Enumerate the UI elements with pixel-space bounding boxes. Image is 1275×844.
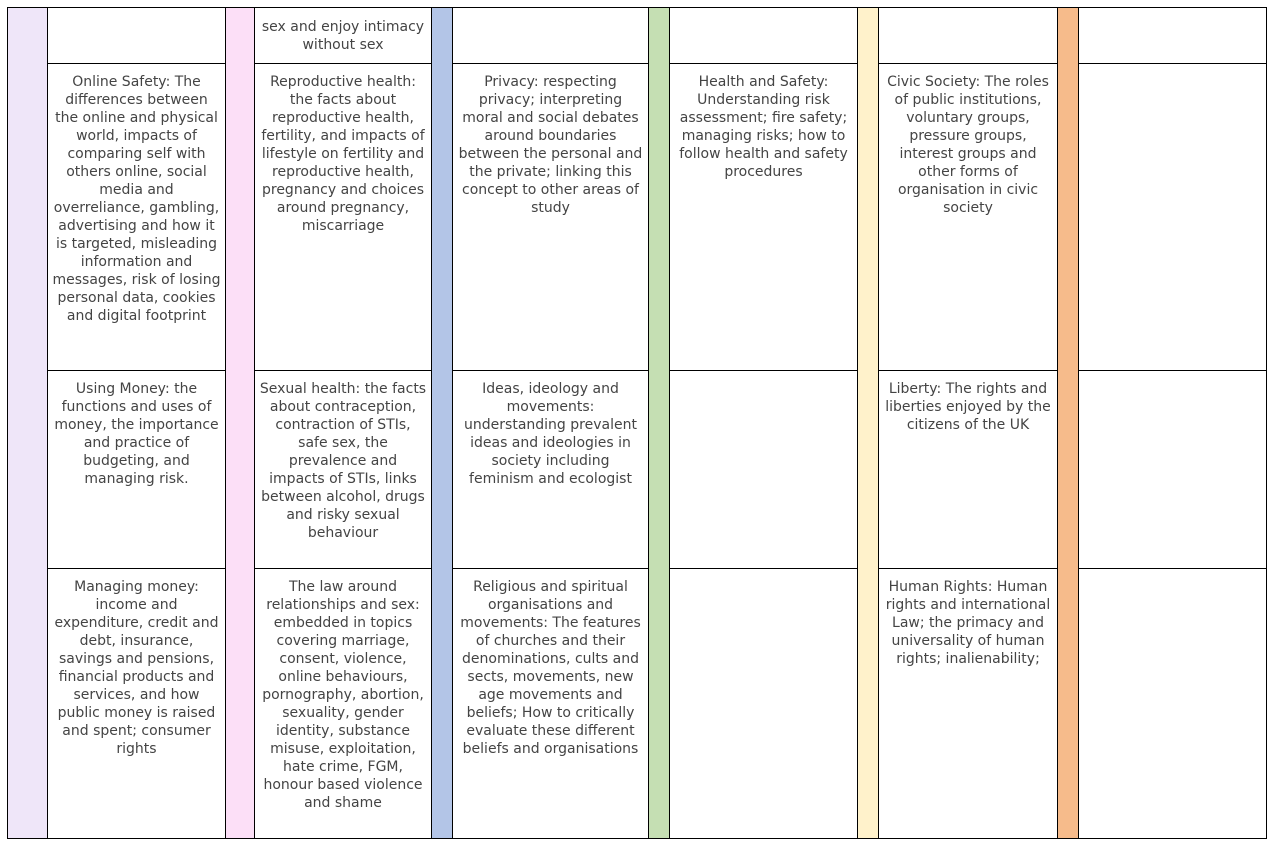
table-cell: sex and enjoy intimacy without sex (255, 8, 432, 64)
table-cell: Privacy: respecting privacy; interpreting moral and social debates around boundaries between the personal and the private; linking this concept to other areas of study (453, 64, 649, 371)
table-row (8, 371, 1267, 569)
curriculum-table (7, 7, 1267, 839)
table-row (8, 8, 1267, 64)
stripe-green (649, 8, 670, 839)
table-cell: Health and Safety: Understanding risk assessment; fire safety; managing risks; how to follow health and safety procedures (670, 64, 858, 371)
table-cell (670, 371, 858, 569)
stripe-pink (226, 8, 255, 839)
table-cell (670, 8, 858, 64)
stripe-yellow (858, 8, 879, 839)
table-cell (1079, 569, 1267, 839)
stripe-orange (1058, 8, 1079, 839)
table-cell: Managing money: income and expenditure, credit and debt, insurance, savings and pensions, financial products and services, and how public money is raised and spent; consumer rights (48, 569, 226, 839)
table-row (8, 64, 1267, 371)
table-cell (1079, 371, 1267, 569)
table-cell: Ideas, ideology and movements: understanding prevalent ideas and ideologies in society including feminism and ecologist (453, 371, 649, 569)
table-cell: Sexual health: the facts about contraception, contraction of STIs, safe sex, the prevalence and impacts of STIs, links between alcohol, drugs and risky sexual behaviour (255, 371, 432, 569)
table-cell (670, 569, 858, 839)
table-row (8, 569, 1267, 839)
table-cell (48, 8, 226, 64)
stripe-purple (8, 8, 48, 839)
table-cell: Human Rights: Human rights and international Law; the primacy and universality of human rights; inalienability; (879, 569, 1058, 839)
stripe-blue (432, 8, 453, 839)
table-cell: The law around relationships and sex: embedded in topics covering marriage, consent, violence, online behaviours, pornography, abortion, sexuality, gender identity, substance misuse, exploitation, hate crime, FGM, honour based violence and shame (255, 569, 432, 839)
table-cell: Liberty: The rights and liberties enjoyed by the citizens of the UK (879, 371, 1058, 569)
table-cell (1079, 64, 1267, 371)
table-cell: Using Money: the functions and uses of money, the importance and practice of budgeting, and managing risk. (48, 371, 226, 569)
table-cell: Reproductive health: the facts about reproductive health, fertility, and impacts of lifestyle on fertility and reproductive health, pregnancy and choices around pregnancy, miscarriage (255, 64, 432, 371)
table-cell: Online Safety: The differences between the online and physical world, impacts of comparing self with others online, social media and overreliance, gambling, advertising and how it is targeted, misleading information and messages, risk of losing personal data, cookies and digital footprint (48, 64, 226, 371)
table-cell: Religious and spiritual organisations and movements: The features of churches and their denominations, cults and sects, movements, new age movements and beliefs; How to critically evaluate these different beliefs and organisations (453, 569, 649, 839)
table-cell: Civic Society: The roles of public institutions, voluntary groups, pressure groups, interest groups and other forms of organisation in civic society (879, 64, 1058, 371)
table-cell (453, 8, 649, 64)
table-cell (879, 8, 1058, 64)
table-cell (1079, 8, 1267, 64)
